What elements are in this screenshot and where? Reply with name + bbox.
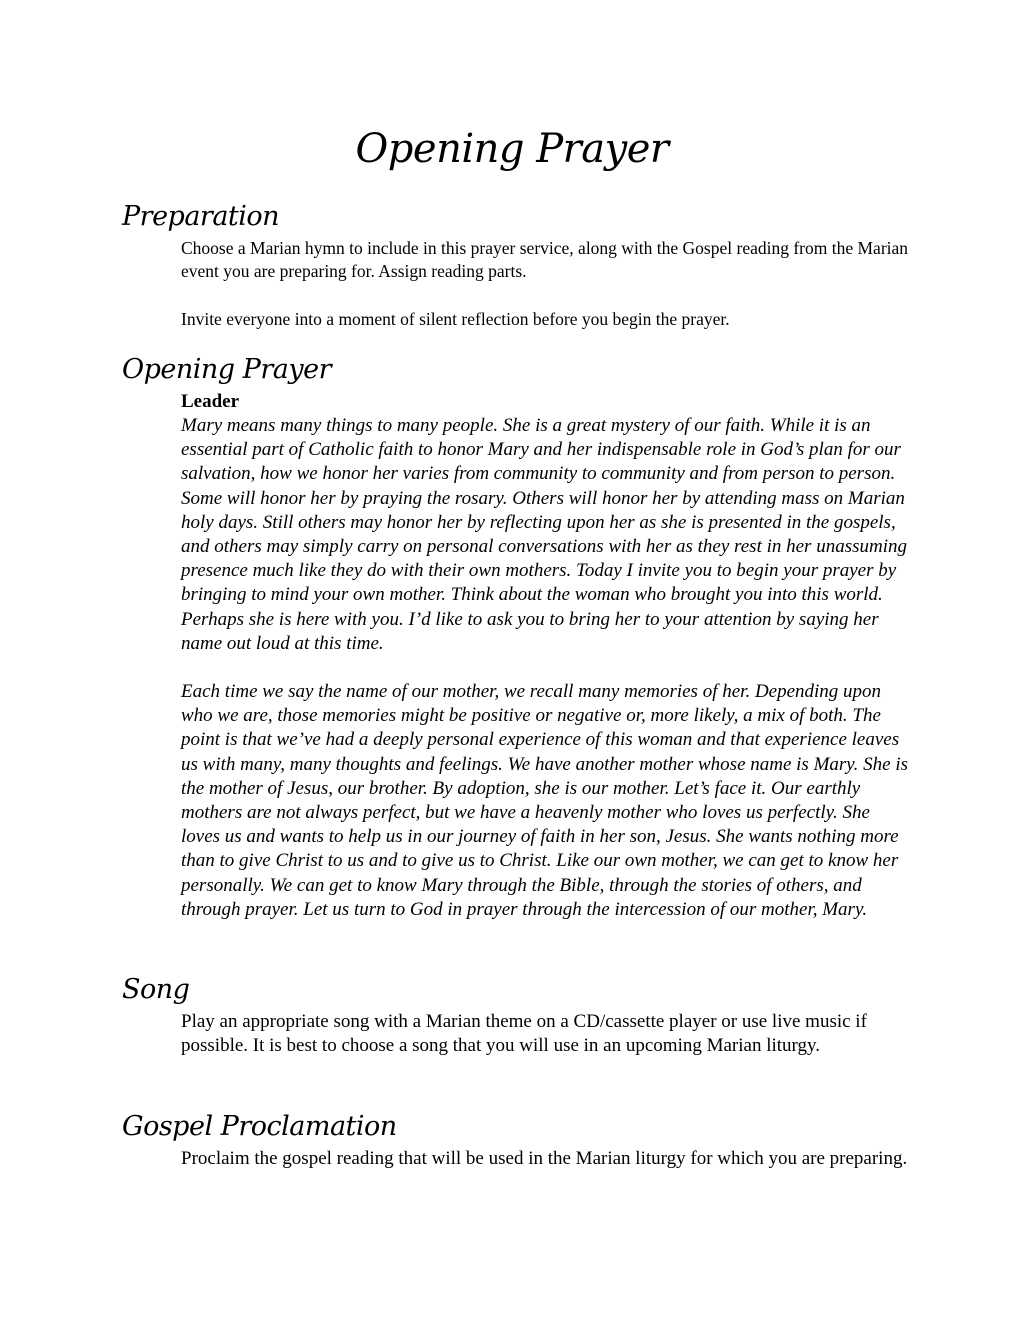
song-paragraph: Play an appropriate song with a Marian theme on a CD/cassette player or use live music if possible. It is best to choose a song that you will use in an upcoming Marian liturgy.: [181, 1011, 867, 1057]
preparation-heading: Preparation: [122, 201, 280, 232]
opening-prayer-heading: Opening Prayer: [122, 354, 331, 385]
opening-prayer-paragraph-1: Mary means many things to many people. She is a great mystery of our faith. While it is an essential part of Catholic faith to honor Mary and her indispensable role in God’s plan for our salvation, how we honor her varies from community to community and from person to person. Some will honor her by praying the rosary. Others will honor her by attending mass on Marian holy days. Still others may honor her by reflecting upon her as she is presented in the gospels, and others may simply carry on personal conversations with her as they rest in her unassuming presence much like they do with their own mothers. Today I invite you to begin your prayer by bringing to mind your own mother. Think about the woman who brought you into this world. Perhaps she is here with you. I’d like to ask you to bring her to your attention by saying her name out loud at this time.: [181, 415, 907, 654]
page-title: Opening Prayer: [355, 126, 669, 172]
song-heading: Song: [122, 974, 190, 1005]
preparation-paragraph: Choose a Marian hymn to include in this prayer service, along with the Gospel reading from the Marian event you are preparing for. Assign reading parts.: [181, 238, 909, 281]
preparation-note: Invite everyone into a moment of silent reflection before you begin the prayer.: [181, 309, 730, 329]
opening-prayer-paragraph-2: Each time we say the name of our mother, we recall many memories of her. Depending upon who we are, those memories might be positive or negative or, more likely, a mix of both. The point is that we’ve had a deeply personal experience of this woman and that experience leaves us with many, many thoughts and feelings. We have another mother whose name is Mary. She is the mother of Jesus, our brother. By adoption, she is our mother. Let’s face it. Our earthly mothers are not always perfect, but we have a heavenly mother who loves us perfectly. She loves us and wants to help us in our journey of faith in her son, Jesus. She wants nothing more than to give Christ to us and to give us to Christ. Like our own mother, we can get to know her personally. We can get to know Mary through the Bible, through the stories of others, and through prayer. Let us turn to God in prayer through the intercession of our mother, Mary.: [181, 681, 909, 920]
gospel-paragraph: Proclaim the gospel reading that will be used in the Marian liturgy for which you are preparing.: [181, 1148, 908, 1169]
leader-label: Leader: [181, 391, 240, 412]
gospel-heading: Gospel Proclamation: [122, 1111, 397, 1142]
